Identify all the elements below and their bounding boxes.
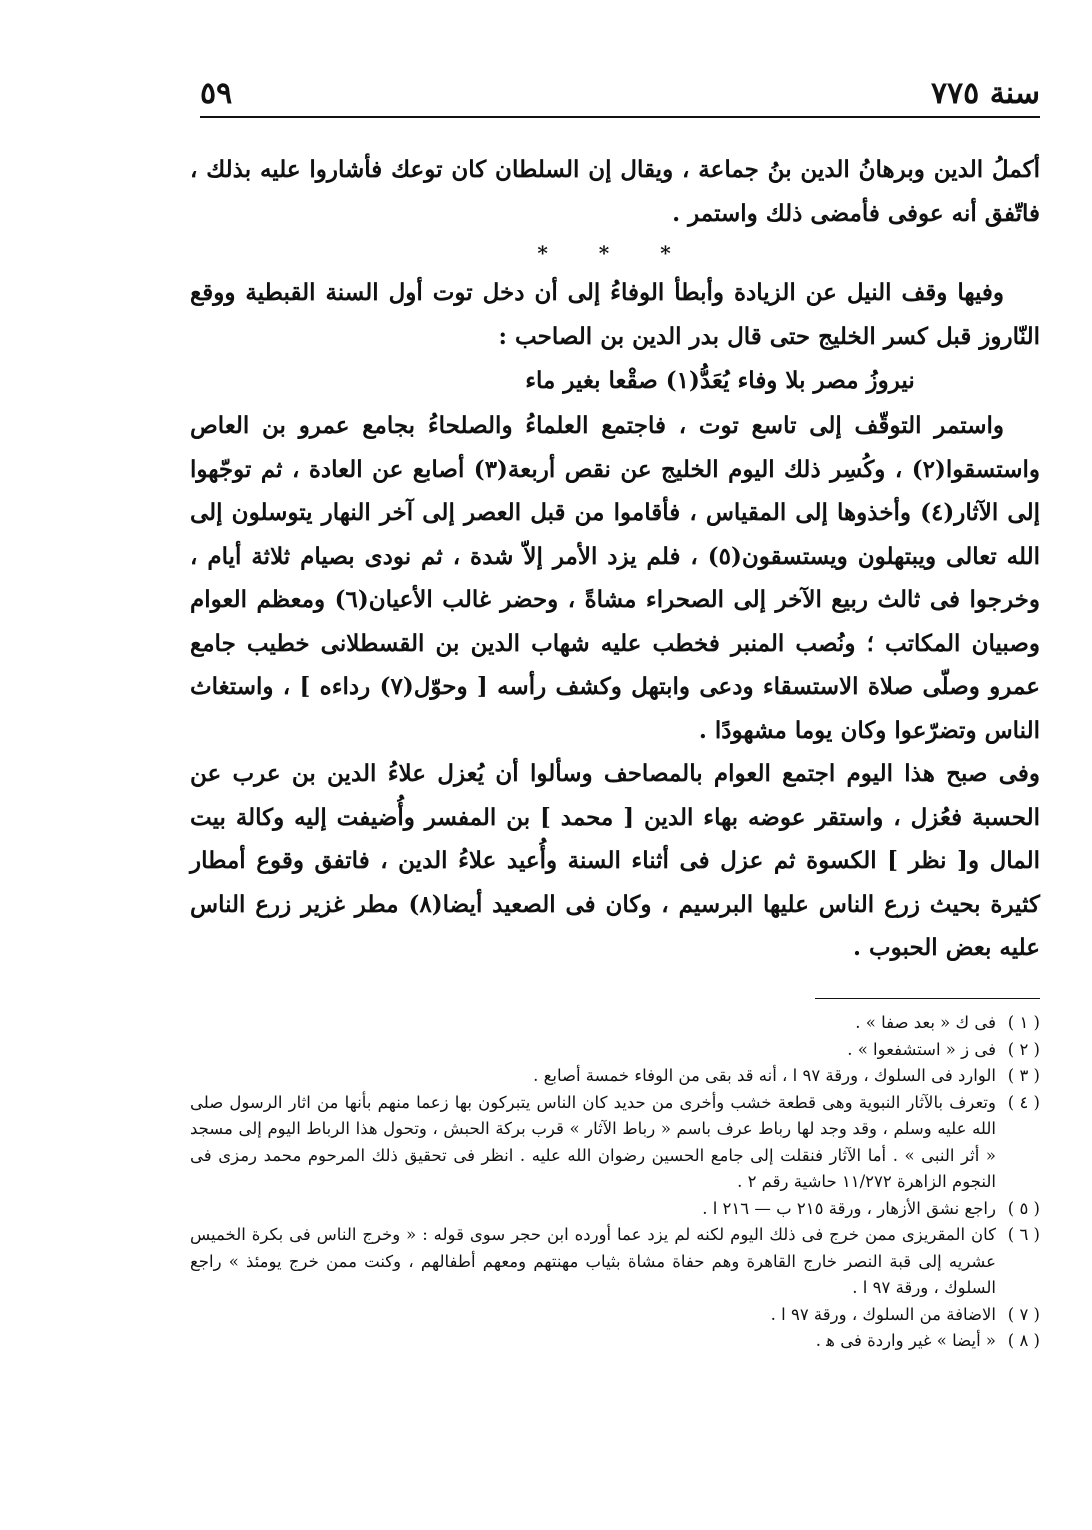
footnote-divider — [815, 998, 1040, 999]
footnote-number: ( ١ ) — [1007, 1013, 1040, 1032]
page-number: ٥٩ — [200, 76, 233, 111]
footnote — [190, 1010, 1040, 1037]
footnote-text: الوارد فى السلوك ، ورقة ٩٧ ا ، أنه قد بقى من الوفاء خمسة أصابع . — [533, 1066, 996, 1085]
footnote-text: كان المقريزى ممن خرج فى ذلك اليوم لكنه لم يزد عما أورده ابن حجر سوى قوله : « وخرج الناس فى بكرة الخميس عشريه إلى قبة النصر خارج القاهرة وهم حفاة مشاة بثياب مهنتهم ومعهم أطفالهم ، وكنت ممن خرج يومئذ » راجع السلوك ، ورقة ٩٧ ا . — [190, 1225, 996, 1297]
footnote-text: « أيضا » غير واردة فى ﻫ . — [815, 1331, 996, 1350]
footnote-number: ( ٢ ) — [1007, 1039, 1040, 1059]
footnote — [190, 1090, 1040, 1196]
footnotes — [190, 1010, 1040, 1355]
paragraph-2: وفيها وقف النيل عن الزيادة وأبطأ الوفاءُ إلى أن دخل توت أول السنة القبطية ووقع النّاروز قبل كسر الخليج حتى قال بدر الدين بن الصاحب : — [190, 279, 1040, 350]
footnote — [190, 1037, 1040, 1064]
footnote-text: وتعرف بالآثار النبوية وهى قطعة خشب وأخرى من حديد كان الناس يتبركون بها زعما منهم بأنها من اثار الرسول صلى الله عليه وسلم ، وقد وجد لها رباط عرف باسم « رباط الآثار » قرب بركة الحبش ، وتحول هذا الرباط اليوم إلى مسجد « أثر النبى » . أما الآثار فنقلت إلى جامع الحسين رضوان الله عليه . انظر فى تحقيق ذلك المرحوم محمد رمزى فى النجوم الزاهرة ١١/٢٧٢ حاشية رقم ٢ . — [190, 1092, 996, 1191]
footnote-number: ( ٥ ) — [1007, 1198, 1040, 1218]
verse-line: نيروزُ مصر بلا وفاء يُعَدُّ(١) صقْعا بغير ماء — [525, 367, 915, 394]
footnote — [190, 1063, 1040, 1090]
footnote — [190, 1302, 1040, 1329]
footnote — [190, 1328, 1040, 1355]
section-separator: * * * — [537, 241, 693, 265]
footnote-number: ( ٨ ) — [1007, 1331, 1040, 1350]
footnote-number: ( ٧ ) — [1007, 1304, 1040, 1324]
footnote-text: الاضافة من السلوك ، ورقة ٩٧ ا . — [770, 1304, 996, 1324]
footnote — [190, 1222, 1040, 1302]
main-text — [190, 148, 1040, 970]
running-head-year: سنة ٧٧٥ — [930, 76, 1040, 111]
footnote-text: فى ك « بعد صفا » . — [855, 1013, 996, 1032]
footnote-number: ( ٤ ) — [1007, 1092, 1040, 1112]
running-head — [200, 76, 1040, 118]
footnote-number: ( ٣ ) — [1007, 1066, 1040, 1085]
footnote — [190, 1196, 1040, 1223]
footnote-number: ( ٦ ) — [1007, 1225, 1040, 1244]
paragraph-4: وفى صبح هذا اليوم اجتمع العوام بالمصاحف وسألوا أن يُعزل علاءُ الدين بن عرب عن الحسبة فعُزل ، واستقر عوضه بهاء الدين [ محمد ] بن المفسر وأُضيفت إليه وكالة بيت المال و[ نظر ] الكسوة ثم عزل فى أثناء السنة وأُعيد علاءُ الدين ، فاتفق وقوع أمطار كثيرة بحيث زرع الناس عليها البرسيم ، وكان فى الصعيد أيضا(٨) مطر غزير زرع الناس عليه بعض الحبوب . — [190, 760, 1040, 961]
paragraph-1: أكملُ الدين وبرهانُ الدين بنُ جماعة ، ويقال إن السلطان كان توعك فأشاروا عليه بذلك ، فاتّفق أنه عوفى فأمضى ذلك واستمر . — [190, 156, 1040, 227]
paragraph-3: واستمر التوقّف إلى تاسع توت ، فاجتمع العلماءُ والصلحاءُ بجامع عمرو بن العاص واستسقوا(٢) ، وكُسِر ذلك اليوم الخليج عن نقص أربعة(٣) أصابع عن العادة ، ثم توجّهوا إلى الآثار(٤) وأخذوها إلى المقياس ، فأقاموا من قبل العصر إلى آخر النهار يتوسلون إلى الله تعالى ويبتهلون ويستسقون(٥) ، فلم يزد الأمر إلاّ شدة ، ثم نودى بصيام ثلاثة أيام ، وخرجوا فى ثالث ربيع الآخر إلى الصحراء مشاةً ، وحضر غالب الأعيان(٦) ومعظم العوام وصبيان المكاتب ؛ ونُصب المنبر فخطب عليه شهاب الدين بن القسطلانى خطيب جامع عمرو وصلّى صلاة الاستسقاء ودعى وابتهل وكشف رأسه [ وحوّل(٧) رداءه ] ، واستغاث الناس وتضرّعوا وكان يوما مشهودًا . — [190, 412, 1041, 744]
footnote-text: راجع نشق الأزهار ، ورقة ٢١٥ ب — ٢١٦ ا . — [702, 1198, 996, 1218]
footnote-text: فى ز « استشفعوا » . — [847, 1039, 996, 1059]
